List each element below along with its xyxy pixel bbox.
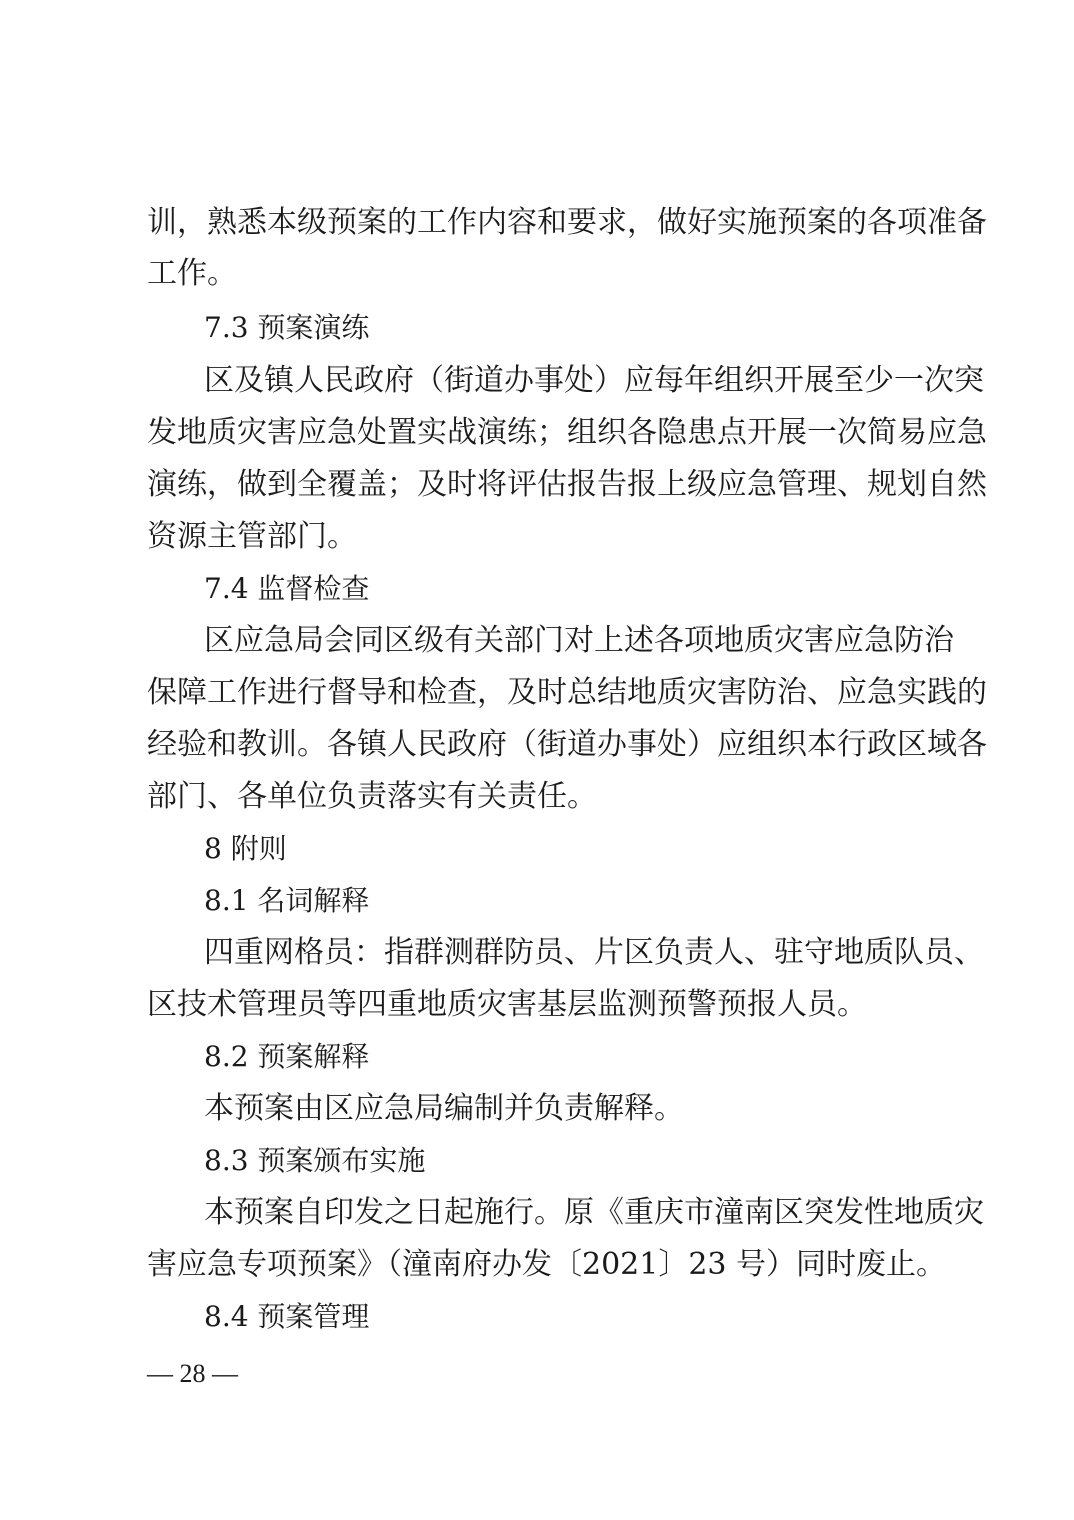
paragraph-line: 保障工作进行督导和检查，及时总结地质灾害防治、应急实践的 xyxy=(147,675,987,710)
page-number: — 28 — xyxy=(147,1359,238,1388)
paragraph-line: 工作。 xyxy=(147,256,237,291)
paragraph-line: 训，熟悉本级预案的工作内容和要求，做好实施预案的各项准备 xyxy=(147,205,987,240)
section-heading-7-4: 7.4 监督检查 xyxy=(204,572,370,605)
section-heading-8-1: 8.1 名词解释 xyxy=(204,884,370,917)
paragraph-line: 区及镇人民政府（街道办事处）应每年组织开展至少一次突 xyxy=(204,363,984,398)
section-heading-8-4: 8.4 预案管理 xyxy=(204,1300,370,1333)
section-heading-7-3: 7.3 预案演练 xyxy=(204,311,370,344)
paragraph-line: 区技术管理员等四重地质灾害基层监测预警预报人员。 xyxy=(147,987,867,1022)
paragraph-line: 本预案由区应急局编制并负责解释。 xyxy=(204,1091,684,1126)
section-heading-8-2: 8.2 预案解释 xyxy=(204,1040,370,1073)
paragraph-line: 发地质灾害应急处置实战演练；组织各隐患点开展一次简易应急 xyxy=(147,415,987,450)
paragraph-line: 害应急专项预案》（潼南府办发〔2021〕23 号）同时废止。 xyxy=(147,1247,947,1282)
paragraph-line: 演练，做到全覆盖；及时将评估报告报上级应急管理、规划自然 xyxy=(147,467,987,502)
paragraph-line: 部门、各单位负责落实有关责任。 xyxy=(147,779,597,814)
paragraph-line: 经验和教训。各镇人民政府（街道办事处）应组织本行政区域各 xyxy=(147,727,987,762)
section-heading-8-3: 8.3 预案颁布实施 xyxy=(204,1144,426,1177)
paragraph-line: 资源主管部门。 xyxy=(147,519,357,554)
paragraph-line: 区应急局会同区级有关部门对上述各项地质灾害应急防治 xyxy=(204,623,954,658)
paragraph-line: 本预案自印发之日起施行。原《重庆市潼南区突发性地质灾 xyxy=(204,1195,984,1230)
paragraph-line: 四重网格员：指群测群防员、片区负责人、驻守地质队员、 xyxy=(204,935,984,970)
section-heading-8: 8 附则 xyxy=(204,832,287,865)
